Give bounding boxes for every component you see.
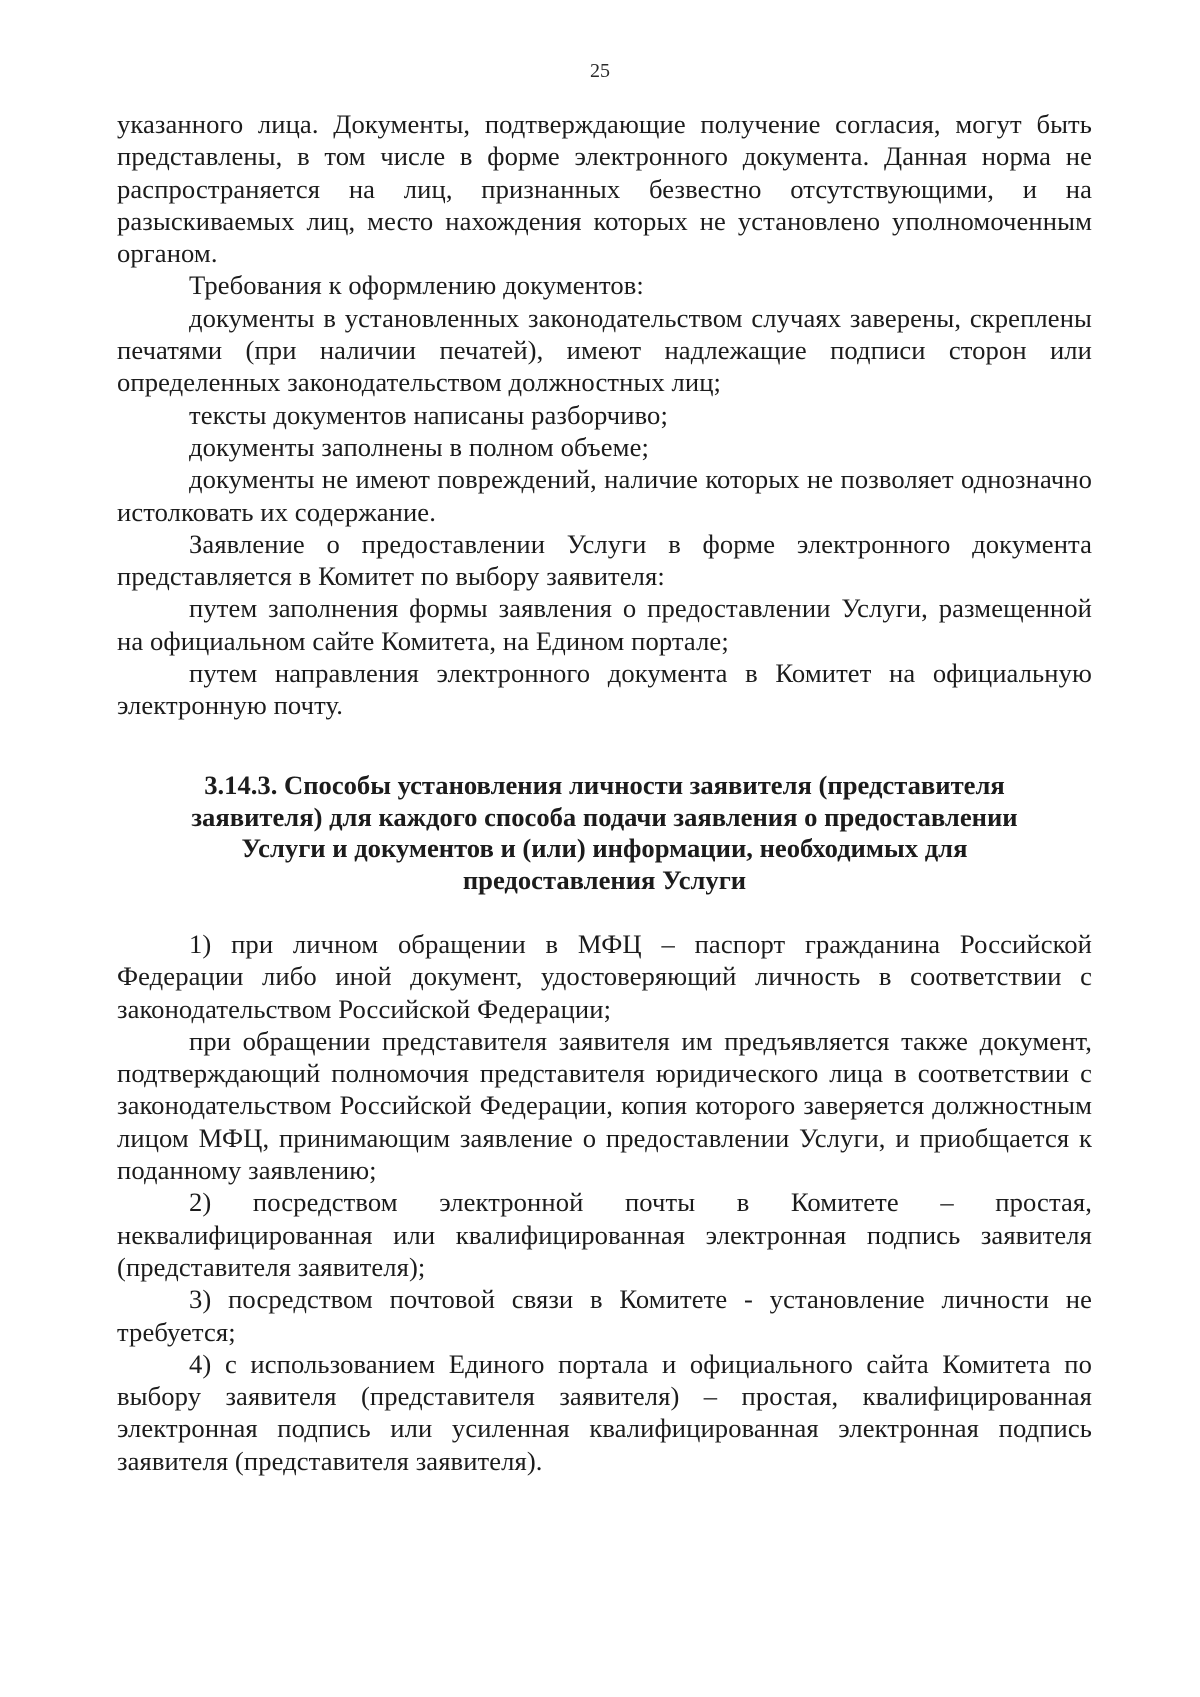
body-section-2 (117, 928, 1092, 1477)
section-heading (117, 770, 1092, 896)
paragraph-1-4: тексты документов написаны разборчиво; (189, 399, 668, 430)
heading-line-2: заявителя) для каждого способа подачи заявления о предоставлении (191, 801, 1018, 832)
paragraph-2-3: 2) посредством электронной почты в Комитете – простая, неквалифицированная или квалифицированная электронная подпись заявителя (представителя заявителя); (117, 1187, 1092, 1282)
paragraph-1-3: документы в установленных законодательством случаях заверены, скреплены печатями (при наличии печатей), имеют надлежащие подписи сторон или определенных законодательством должностных лиц; (117, 302, 1092, 398)
heading-line-4: предоставления Услуги (462, 864, 747, 895)
paragraph-1-5: документы заполнены в полном объеме; (189, 431, 650, 462)
paragraph-1-9: путем направления электронного документа в Комитет на официальную электронную почту. (117, 658, 1092, 721)
paragraph-1-1: указанного лица. Документы, подтверждающие получение согласия, могут быть представлены, в том числе в форме электронного документа. Данная норма не распространяется на лиц, признанных безвестно отсутствующими, и на разыскиваемых лиц, место нахождения которых не установлено уполномоченным органом. (117, 109, 1092, 269)
heading-line-3: Услуги и документов и (или) информации, необходимых для (241, 833, 968, 863)
paragraph-1-6: документы не имеют повреждений, наличие которых не позволяет однозначно истолковать их содержание. (117, 464, 1092, 527)
body-section-1 (117, 108, 1092, 722)
paragraph-1-8: путем заполнения формы заявления о предоставлении Услуги, размещенной на официальном сайте Комитета, на Едином портале; (117, 593, 1092, 656)
heading-line-1: 3.14.3. Способы установления личности заявителя (представителя (204, 770, 1005, 800)
paragraph-2-4: 3) посредством почтовой связи в Комитете - установление личности не требуется; (117, 1284, 1092, 1347)
paragraph-1-7: Заявление о предоставлении Услуги в форме электронного документа представляется в Комитет по выбору заявителя: (117, 528, 1092, 592)
paragraph-2-5: 4) с использованием Единого портала и официального сайта Комитета по выбору заявителя (представителя заявителя) – простая, квалифицированная электронная подпись или усиленная квалифицированная электронная подпись заявителя (представителя заявителя). (117, 1348, 1092, 1476)
paragraph-1-2: Требования к оформлению документов: (189, 270, 644, 301)
paragraph-2-1: 1) при личном обращении в МФЦ – паспорт гражданина Российской Федерации либо иной документ, удостоверяющий личность в соответствии с законодательством Российской Федерации; (117, 929, 1092, 1024)
page-number: 25 (590, 60, 610, 82)
paragraph-2-2: при обращении представителя заявителя им предъявляется также документ, подтверждающий полномочия представителя юридического лица в соответствии с законодательством Российской Федерации, копия которого заверяется должностным лицом МФЦ, принимающим заявление о предоставлении Услуги, и приобщается к поданному заявлению; (117, 1025, 1092, 1186)
